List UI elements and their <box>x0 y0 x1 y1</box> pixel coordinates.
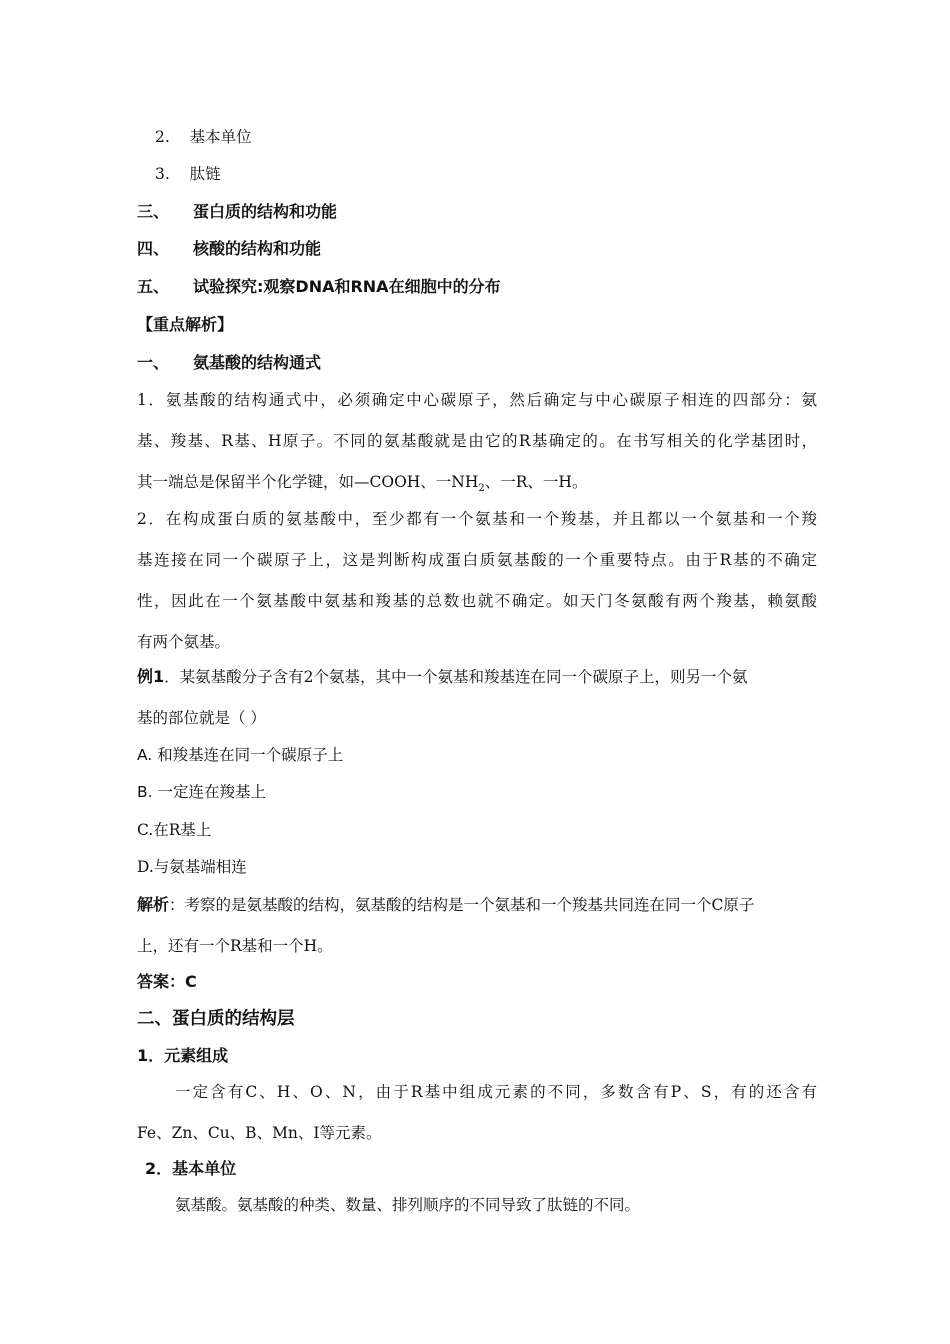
analysis-label: 解析 <box>137 895 170 914</box>
section-5-title: 试验探究:观察DNA和RNA在细胞中的分布 <box>193 277 501 296</box>
section-5-number: 五、 <box>137 277 170 296</box>
paragraph-1-line-3-part-a: 其一端总是保留半个化学键，如—COOH、一NH <box>137 473 479 491</box>
paragraph-1-line-1: 1．氨基酸的结构通式中，必须确定中心碳原子，然后确定与中心碳原子相连的四部分：氨 <box>137 391 817 409</box>
section-heading-3 <box>137 201 817 223</box>
section-3-title: 蛋白质的结构和功能 <box>193 202 338 221</box>
paragraph-2-line-2: 基连接在同一个碳原子上，这是判断构成蛋白质氨基酸的一个重要特点。由于R基的不确定 <box>137 551 817 569</box>
paragraph-1-line-2: 基、羧基、R基、H原子。不同的氨基酸就是由它的R基确定的。在书写相关的化学基团时， <box>137 432 817 450</box>
section-3-number: 三、 <box>137 202 170 221</box>
option-c: C.在R基上 <box>137 821 212 839</box>
example-question-text-1: ．某氨基酸分子含有2个氨基，其中一个氨基和羧基连在同一个碳原子上，则另一个氨 <box>164 668 748 686</box>
subsection-1-line-1: 一定含有C、H、O、N，由于R基中组成元素的不同，多数含有P、S，有的还含有 <box>175 1083 817 1101</box>
outline-item-2 <box>155 126 835 148</box>
section-heading-1 <box>137 352 817 374</box>
subsection-2-line-1: 氨基酸。氨基酸的种类、数量、排列顺序的不同导致了肽链的不同。 <box>175 1196 641 1214</box>
paragraph-1-line-3 <box>137 471 817 500</box>
section-1-title: 氨基酸的结构通式 <box>193 353 322 372</box>
option-d: D.与氨基端相连 <box>137 858 247 876</box>
paragraph-2-line-4: 有两个氨基。 <box>137 633 231 651</box>
analysis-text-1: ：考察的是氨基酸的结构，氨基酸的结构是一个氨基和一个羧基共同连在同一个C原子 <box>169 896 755 914</box>
section-1-number: 一、 <box>137 353 170 372</box>
key-analysis-heading: 【重点解析】 <box>137 315 234 334</box>
option-b: B. 一定连在羧基上 <box>137 783 266 801</box>
section-heading-5 <box>137 276 817 298</box>
section-2-heading: 二、蛋白质的结构层 <box>137 1009 295 1029</box>
section-4-title: 核酸的结构和功能 <box>193 239 322 258</box>
analysis-line-2: 上，还有一个R基和一个H。 <box>137 937 333 955</box>
subsection-1-line-2: Fe、Zn、Cu、B、Mn、I等元素。 <box>137 1124 382 1142</box>
example-question-line-2: 基的部位就是（ ） <box>137 709 266 727</box>
subscript-2: 2 <box>478 483 485 495</box>
analysis-line-1 <box>137 894 817 916</box>
paragraph-2-line-1: 2．在构成蛋白质的氨基酸中，至少都有一个氨基和一个羧基，并且都以一个氨基和一个羧 <box>137 510 817 528</box>
outline-item-3-text: 肽链 <box>189 165 221 183</box>
option-a: A. 和羧基连在同一个碳原子上 <box>137 746 344 764</box>
subsection-1-heading: 1．元素组成 <box>137 1046 229 1065</box>
paragraph-1-line-3-part-b: 、一R、一H。 <box>484 473 588 491</box>
paragraph-2-line-3: 性，因此在一个氨基酸中氨基和羧基的总数也就不确定。如天门冬氨酸有两个羧基，赖氨酸 <box>137 592 817 610</box>
outline-item-3-number: 3. <box>155 165 170 183</box>
outline-item-2-text: 基本单位 <box>189 128 252 146</box>
outline-item-3 <box>155 163 835 185</box>
example-question-line-1 <box>137 666 817 688</box>
section-heading-4 <box>137 238 817 260</box>
section-4-number: 四、 <box>137 239 170 258</box>
answer-line: 答案：C <box>137 972 197 991</box>
example-label: 例1 <box>137 667 165 686</box>
subsection-2-heading: 2．基本单位 <box>145 1159 237 1178</box>
outline-item-2-number: 2. <box>155 128 170 146</box>
